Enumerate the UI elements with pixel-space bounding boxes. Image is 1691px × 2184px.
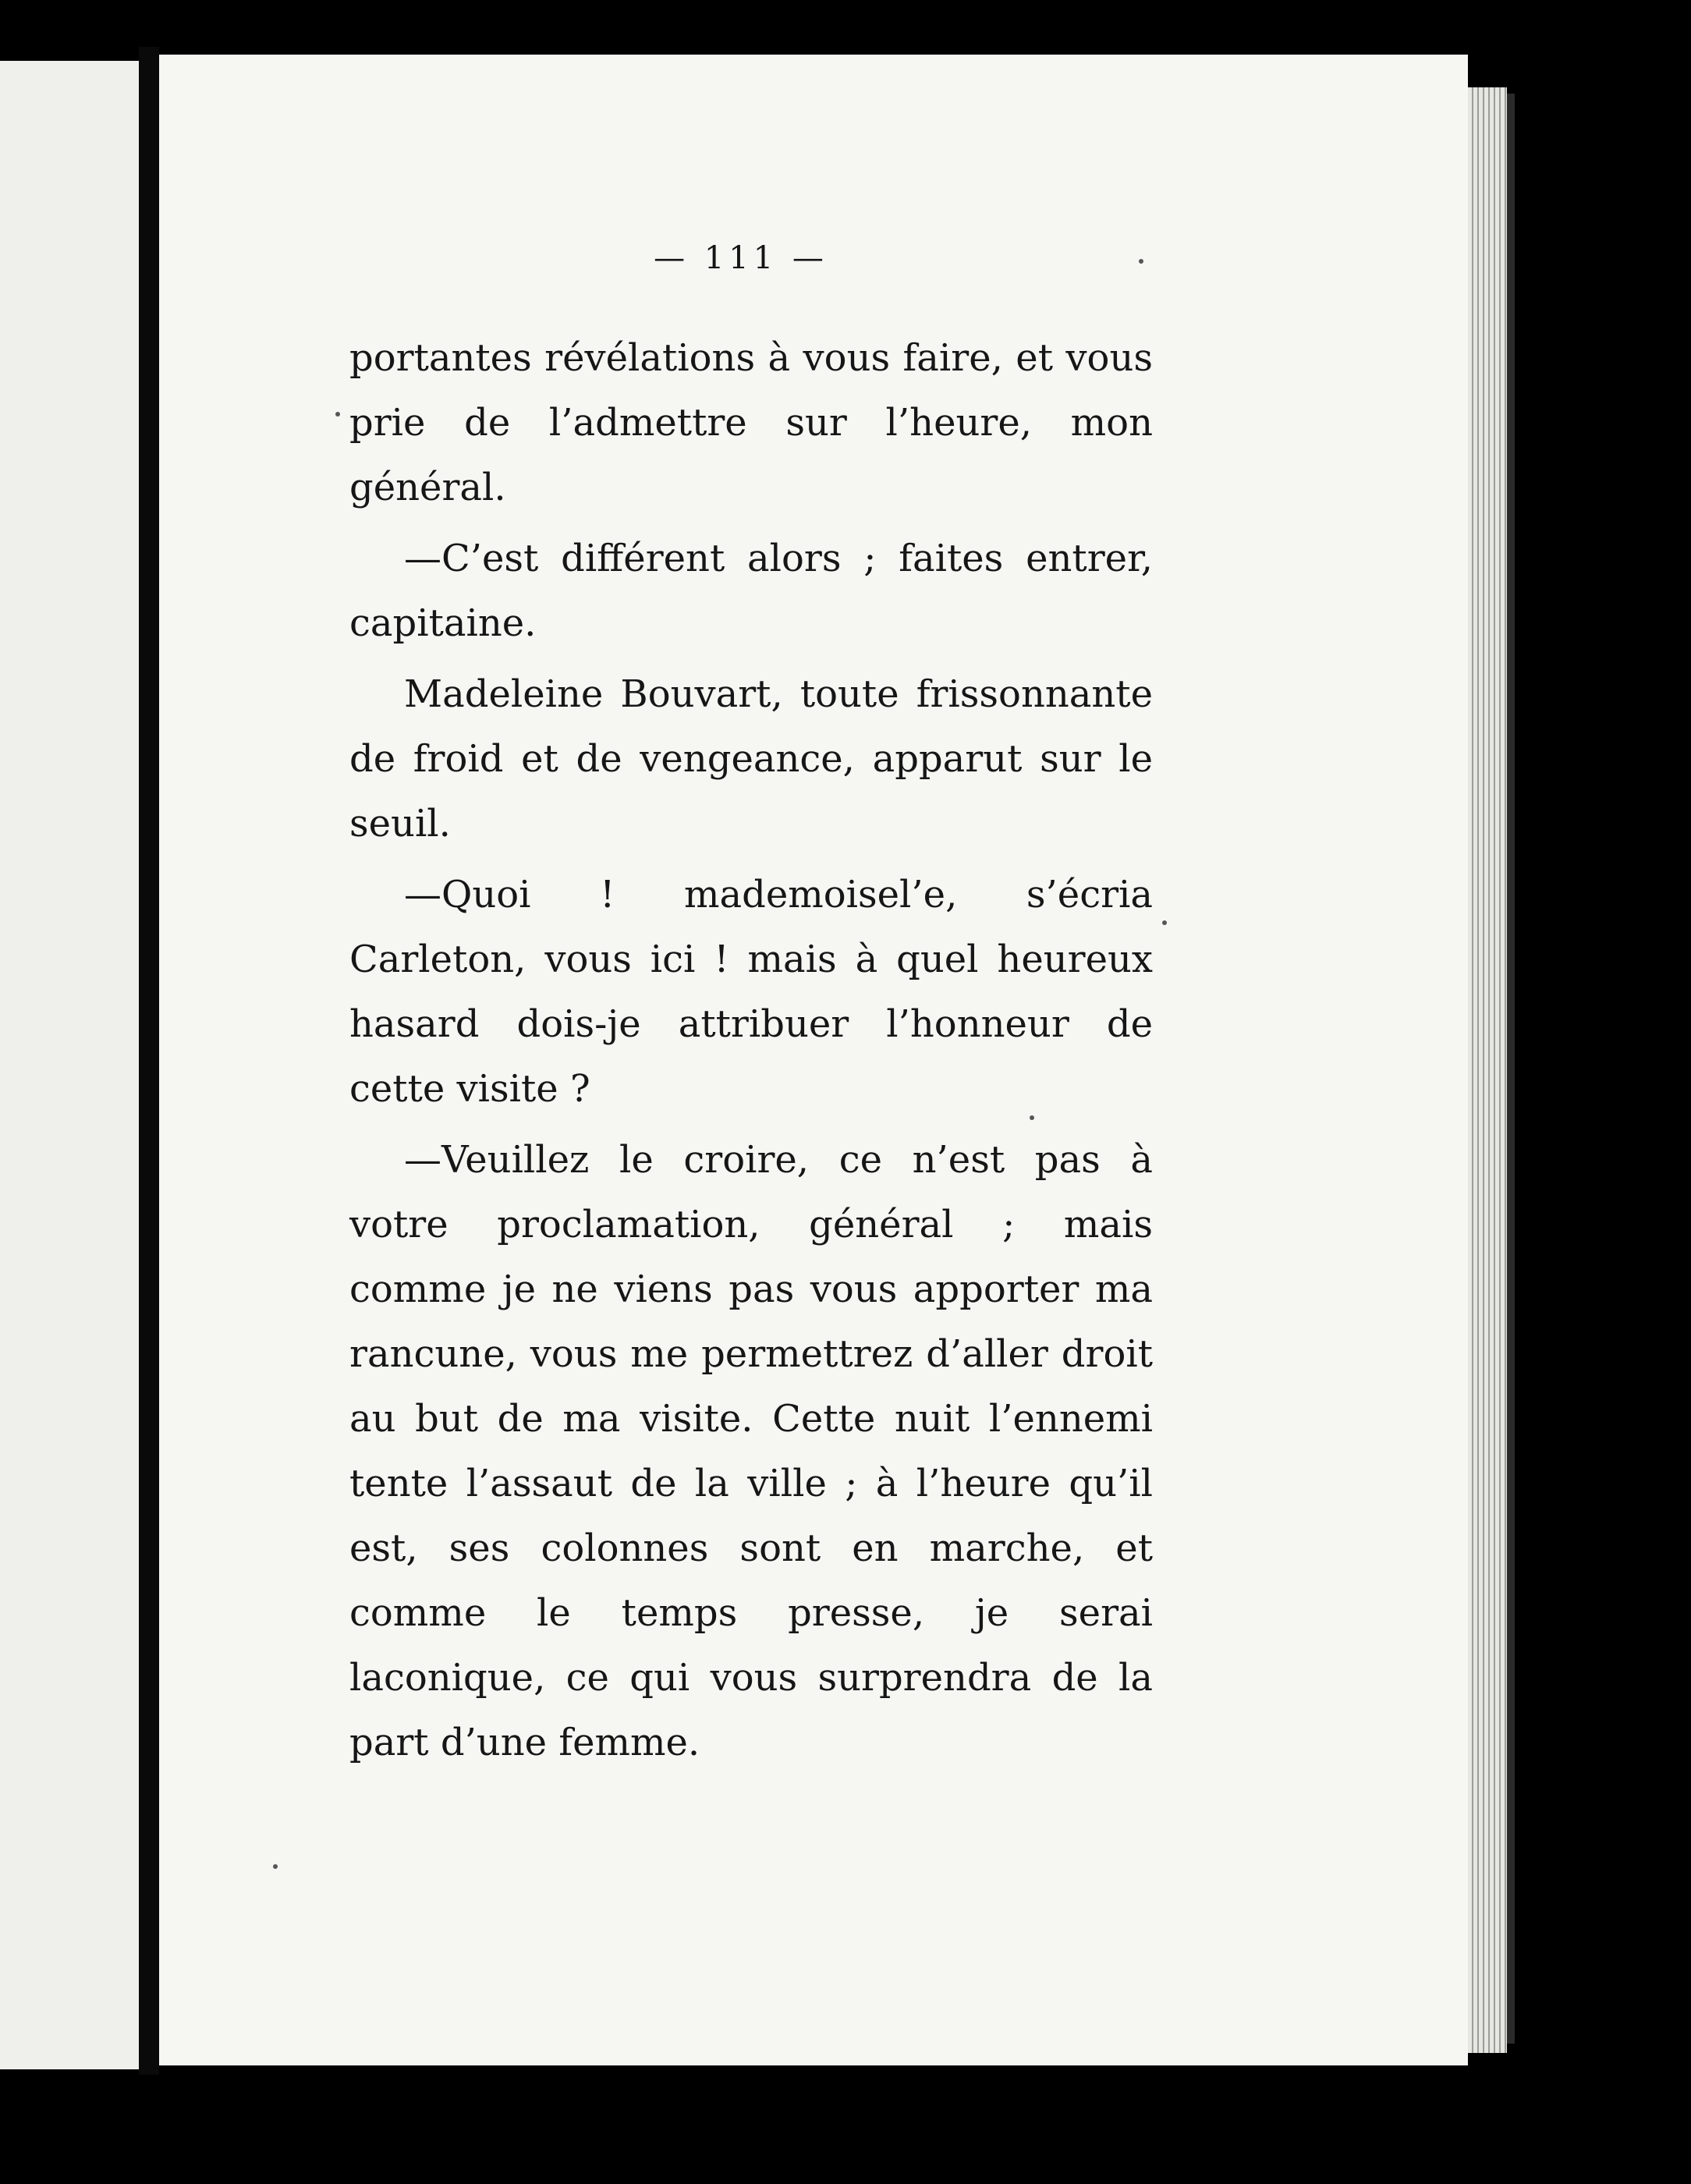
page-body: [349, 326, 1153, 1782]
scan-speck: [335, 412, 340, 417]
page-edge-shadow: [1507, 94, 1515, 2044]
facing-page-edge: [0, 61, 139, 2069]
paragraph: —Veuillez le croire, ce n’est pas à votre proclamation, général ; mais comme je ne viens pas vous apporter ma rancune, vous me permettrez d’aller droit au but de ma visite. Cette nuit l’ennemi tente l’assaut de la ville ; à l’heure qu’il est, ses colonnes sont en marche, et comme le temps presse, je serai laconique, ce qui vous surprendra de la part d’une femme.: [349, 1138, 1153, 1764]
scan-speck: [1030, 1115, 1034, 1120]
page-block-edges: [1468, 87, 1507, 2053]
paragraph: Madeleine Bouvart, toute frissonnante de froid et de vengeance, apparut sur le seuil.: [349, 672, 1153, 846]
paragraph: —C’est différent alors ; faites entrer, capitaine.: [349, 537, 1153, 645]
scan-speck: [273, 1864, 278, 1869]
scan-speck: [1162, 920, 1167, 925]
paragraph: —Quoi ! mademoisel’e, s’écria Carleton, vous ici ! mais à quel heureux hasard dois-je attribuer l’honneur de cette visite ?: [349, 873, 1153, 1111]
book-gutter: [139, 47, 159, 2075]
page-number: — 111 —: [654, 240, 828, 276]
scan-speck: [1139, 259, 1143, 264]
paragraph-continuation: portantes révélations à vous faire, et vous prie de l’admettre sur l’heure, mon général.: [349, 336, 1153, 509]
